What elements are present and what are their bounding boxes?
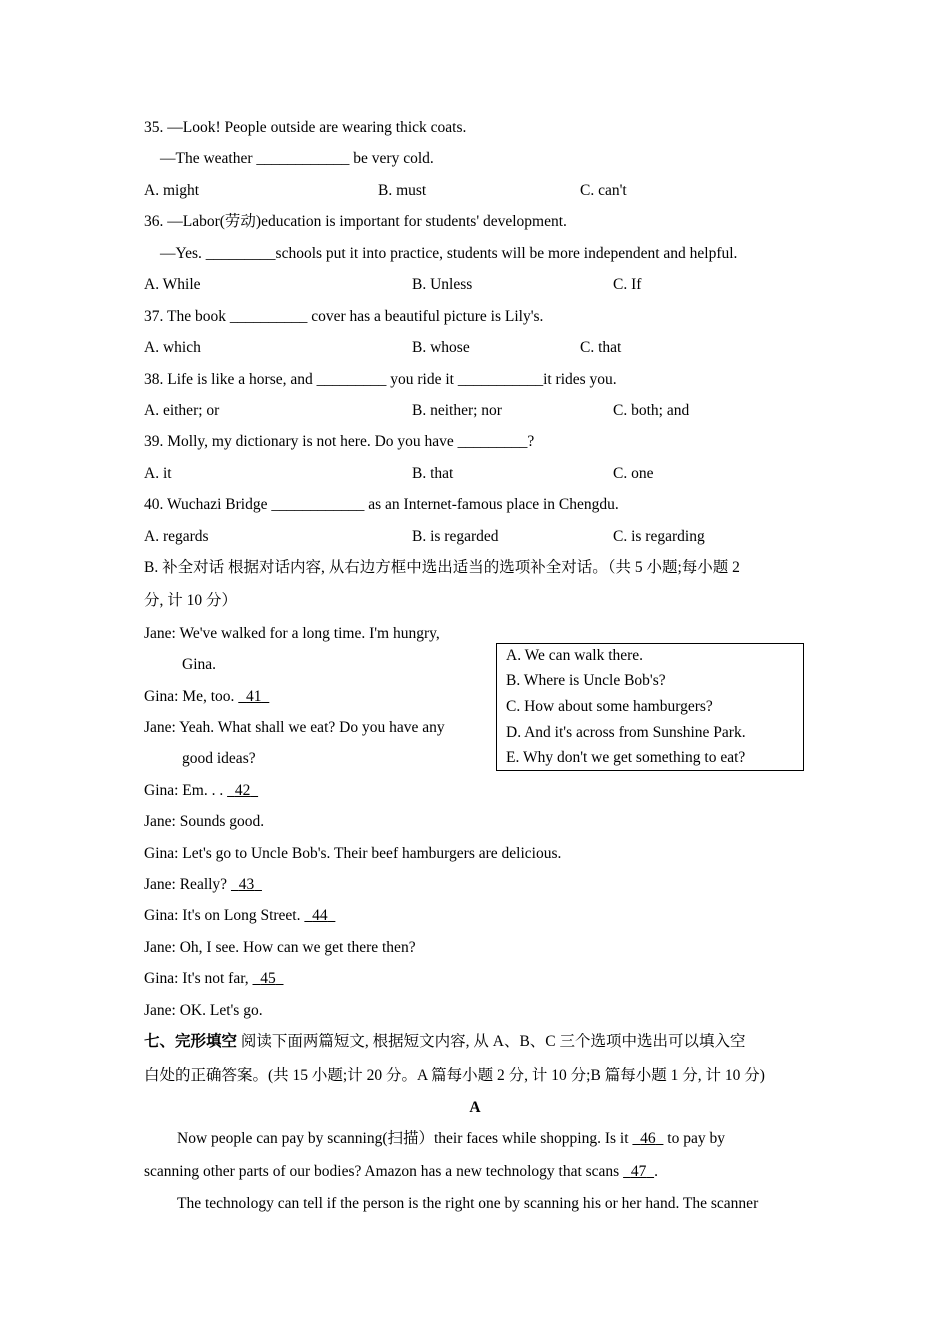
dialogue-text: Gina: Em. . .	[144, 782, 224, 799]
question-38-stem: 38. Life is like a horse, and _________ you ride it ___________it rides you.	[144, 371, 617, 388]
question-36-reply: —Yes. _________schools put it into practice, students will be more independent and helpful.	[160, 245, 738, 262]
options-box	[496, 643, 804, 771]
question-39-option-c: C. one	[613, 465, 654, 482]
question-38-option-a: A. either; or	[144, 402, 220, 419]
question-40-option-b: B. is regarded	[412, 528, 499, 545]
question-39-option-b: B. that	[412, 465, 454, 482]
dialogue-line-1: Jane: We've walked for a long time. I'm hungry,	[144, 625, 440, 642]
question-37-stem: 37. The book __________ cover has a beautiful picture is Lily's.	[144, 308, 544, 325]
section-b-instruction-cont: 分, 计 10 分）	[144, 592, 238, 609]
passage-line-1	[177, 1129, 725, 1149]
question-39-option-a: A. it	[144, 465, 172, 482]
section-7-instruction	[144, 1032, 746, 1052]
question-35-stem: 35. —Look! People outside are wearing thick coats.	[144, 119, 467, 136]
question-40-stem: 40. Wuchazi Bridge ____________ as an Internet-famous place in Chengdu.	[144, 496, 619, 513]
dialogue-text: Gina: It's on Long Street.	[144, 907, 301, 924]
dialogue-line-11: Jane: OK. Let's go.	[144, 1002, 263, 1019]
passage-a-label: A	[469, 1099, 481, 1116]
blank-45: 45	[260, 970, 276, 987]
dialogue-line-2	[144, 687, 269, 707]
question-40-option-c: C. is regarding	[613, 528, 705, 545]
dialogue-line-1-cont: Gina.	[182, 656, 217, 673]
passage-line-2	[144, 1162, 658, 1182]
blank-42: 42	[234, 782, 251, 799]
dialogue-line-5: Jane: Sounds good.	[144, 813, 265, 830]
question-36-option-a: A. While	[144, 276, 201, 293]
section-b-instruction: B. 补全对话 根据对话内容, 从右边方框中选出适当的选项补全对话。（共 5 小题;每小题 2	[144, 559, 740, 576]
question-36-stem: 36. —Labor(劳动)education is important for students' development.	[144, 213, 567, 230]
dialogue-line-3-cont: good ideas?	[182, 750, 256, 767]
dialogue-text: Gina: Me, too.	[144, 688, 235, 705]
question-35-option-c: C. can't	[580, 182, 627, 199]
passage-text: Now people can pay by scanning(扫描）their faces while shopping. Is it	[177, 1130, 629, 1147]
dialogue-text: Jane: Really?	[144, 876, 228, 893]
question-36-option-b: B. Unless	[412, 276, 473, 293]
question-39-stem: 39. Molly, my dictionary is not here. Do you have _________?	[144, 433, 535, 450]
question-35-option-a: A. might	[144, 182, 200, 199]
section-7-title: 七、完形填空	[144, 1033, 238, 1050]
blank-46: 46	[640, 1130, 656, 1147]
dialogue-text: Gina: It's not far,	[144, 970, 249, 987]
box-option-a: A. We can walk there.	[506, 647, 644, 664]
question-38-option-b: B. neither; nor	[412, 402, 502, 419]
passage-text: to pay by	[667, 1130, 725, 1147]
section-7-text: 阅读下面两篇短文, 根据短文内容, 从 A、B、C 三个选项中选出可以填入空	[240, 1033, 746, 1050]
question-35-option-b: B. must	[378, 182, 427, 199]
question-37-option-c: C. that	[580, 339, 622, 356]
question-36-option-c: C. If	[613, 276, 642, 293]
dialogue-line-3: Jane: Yeah. What shall we eat? Do you have any	[144, 719, 445, 736]
box-option-e: E. Why don't we get something to eat?	[506, 749, 746, 766]
dialogue-line-10	[144, 969, 284, 989]
question-38-option-c: C. both; and	[613, 402, 690, 419]
question-37-option-b: B. whose	[412, 339, 470, 356]
box-option-c: C. How about some hamburgers?	[506, 698, 713, 715]
box-option-b: B. Where is Uncle Bob's?	[506, 672, 666, 689]
dialogue-line-8	[144, 906, 335, 926]
blank-43: 43	[238, 876, 255, 893]
question-37-option-a: A. which	[144, 339, 201, 356]
dialogue-line-6: Gina: Let's go to Uncle Bob's. Their beef hamburgers are delicious.	[144, 845, 562, 862]
blank-44: 44	[312, 907, 328, 924]
passage-text: .	[654, 1163, 658, 1180]
blank-41: 41	[246, 688, 262, 705]
dialogue-line-9: Jane: Oh, I see. How can we get there then?	[144, 939, 416, 956]
dialogue-line-7	[144, 875, 262, 895]
section-7-instruction-cont: 白处的正确答案。(共 15 小题;计 20 分。A 篇每小题 2 分, 计 10 分;B 篇每小题 1 分, 计 10 分)	[144, 1067, 765, 1084]
blank-47: 47	[630, 1163, 647, 1180]
box-option-d: D. And it's across from Sunshine Park.	[506, 724, 746, 741]
passage-line-3: The technology can tell if the person is the right one by scanning his or her hand. The scanner	[177, 1195, 759, 1212]
dialogue-line-4	[144, 781, 258, 801]
question-35-reply: —The weather ____________ be very cold.	[160, 150, 434, 167]
passage-text: scanning other parts of our bodies? Amazon has a new technology that scans	[144, 1163, 620, 1180]
question-40-option-a: A. regards	[144, 528, 209, 545]
